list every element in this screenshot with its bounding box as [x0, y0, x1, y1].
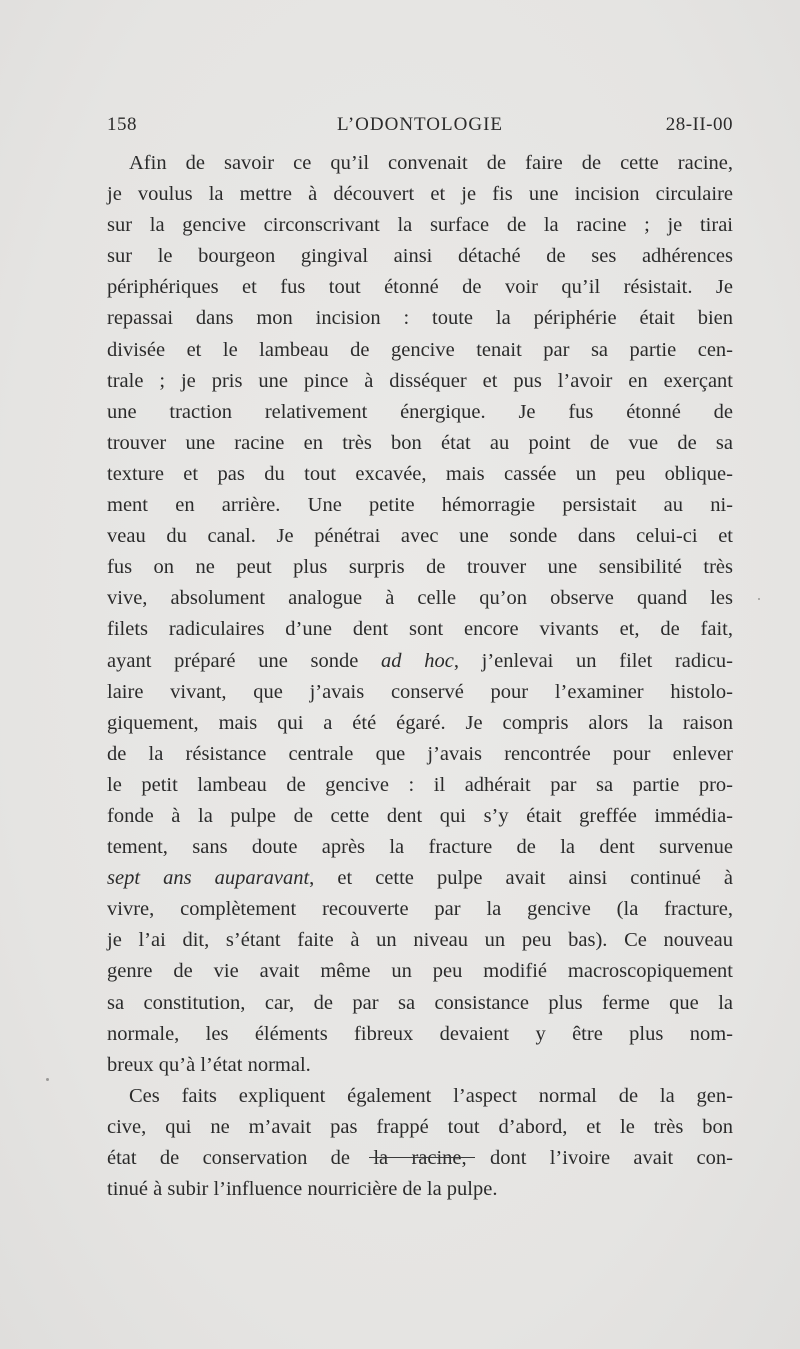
text-segment: , et cette pulpe avait ainsi continué à — [309, 867, 733, 890]
body-text — [107, 148, 733, 1205]
text-line: fonde à la pulpe de cette dent qui s’y était greffée immédia- — [107, 804, 733, 827]
text-line: état de conservation de la racine, dont l’ivoire avait con- — [107, 1147, 733, 1169]
end-rule — [369, 1157, 475, 1158]
text-line: breux qu’à l’état normal. — [107, 1053, 311, 1076]
issue-date: 28-II-00 — [665, 114, 733, 135]
text-line: veau du canal. Je pénétrai avec une sonde dans celui-ci et — [107, 525, 733, 548]
text-line — [107, 646, 733, 677]
paper-speck — [46, 1078, 49, 1081]
text-line: sur la gencive circonscrivant la surface de la racine ; je tirai — [107, 214, 733, 237]
text-line: vivre, complètement recouverte par la gencive (la fracture, — [107, 898, 733, 921]
text-line: filets radiculaires d’une dent sont encore vivants et, de fait, — [107, 618, 733, 641]
text-segment: , j’enlevai un filet radicu- — [453, 649, 733, 672]
italic-phrase-sept-ans: sept ans auparavant — [107, 867, 310, 890]
text-line: sa constitution, car, de par sa consistance plus ferme que la — [107, 991, 733, 1014]
text-line: normale, les éléments fibreux devaient y être plus nom- — [107, 1022, 733, 1045]
running-head — [107, 114, 733, 142]
text-line: ment en arrière. Une petite hémorragie persistait au ni- — [107, 494, 733, 517]
text-line: tement, sans doute après la fracture de la dent survenue — [107, 836, 733, 859]
text-line: genre de vie avait même un peu modifié macroscopiquement — [107, 960, 733, 983]
text-line: périphériques et fus tout étonné de voir qu’il résistait. Je — [107, 276, 733, 299]
text-line: le petit lambeau de gencive : il adhérait par sa partie pro- — [107, 773, 733, 796]
text-line: sur le bourgeon gingival ainsi détaché de ses adhérences — [107, 245, 733, 268]
text-line: je l’ai dit, s’étant faite à un niveau un peu bas). Ce nouveau — [107, 929, 733, 952]
text-line: tinué à subir l’influence nourricière de la pulpe. — [107, 1178, 498, 1201]
text-line: divisée et le lambeau de gencive tenait par sa partie cen- — [107, 338, 733, 361]
text-line: texture et pas du tout excavée, mais cassée un peu oblique- — [107, 462, 733, 485]
text-line: giquement, mais qui a été égaré. Je compris alors la raison — [107, 711, 733, 734]
text-line: fus on ne peut plus surpris de trouver une sensibilité très — [107, 556, 733, 579]
paper-speck — [758, 598, 760, 600]
text-line: trale ; je pris une pince à disséquer et pus l’avoir en exerçant — [107, 369, 733, 392]
text-line: je voulus la mettre à découvert et je fis une incision circulaire — [107, 183, 733, 206]
text-line: de la résistance centrale que j’avais rencontrée pour enlever — [107, 742, 733, 765]
text-line: cive, qui ne m’avait pas frappé tout d’abord, et le très bon — [107, 1115, 733, 1138]
text-line: laire vivant, que j’avais conservé pour l’examiner histolo- — [107, 680, 733, 703]
text-line: repassai dans mon incision : toute la périphérie était bien — [107, 307, 733, 330]
journal-title: L’ODONTOLOGIE — [336, 114, 504, 135]
page-number: 158 — [107, 114, 137, 135]
text-line: Ces faits expliquent également l’aspect normal de la gen- — [129, 1084, 733, 1107]
text-line: vive, absolument analogue à celle qu’on observe quand les — [107, 587, 733, 610]
text-line: une traction relativement énergique. Je fus étonné de — [107, 400, 733, 423]
text-line: Afin de savoir ce qu’il convenait de faire de cette racine, — [129, 152, 733, 174]
text-line — [107, 863, 733, 894]
italic-term-ad-hoc: ad hoc — [381, 649, 454, 672]
text-line: trouver une racine en très bon état au point de vue de sa — [107, 431, 733, 454]
text-segment: ayant préparé une sonde — [107, 649, 359, 672]
